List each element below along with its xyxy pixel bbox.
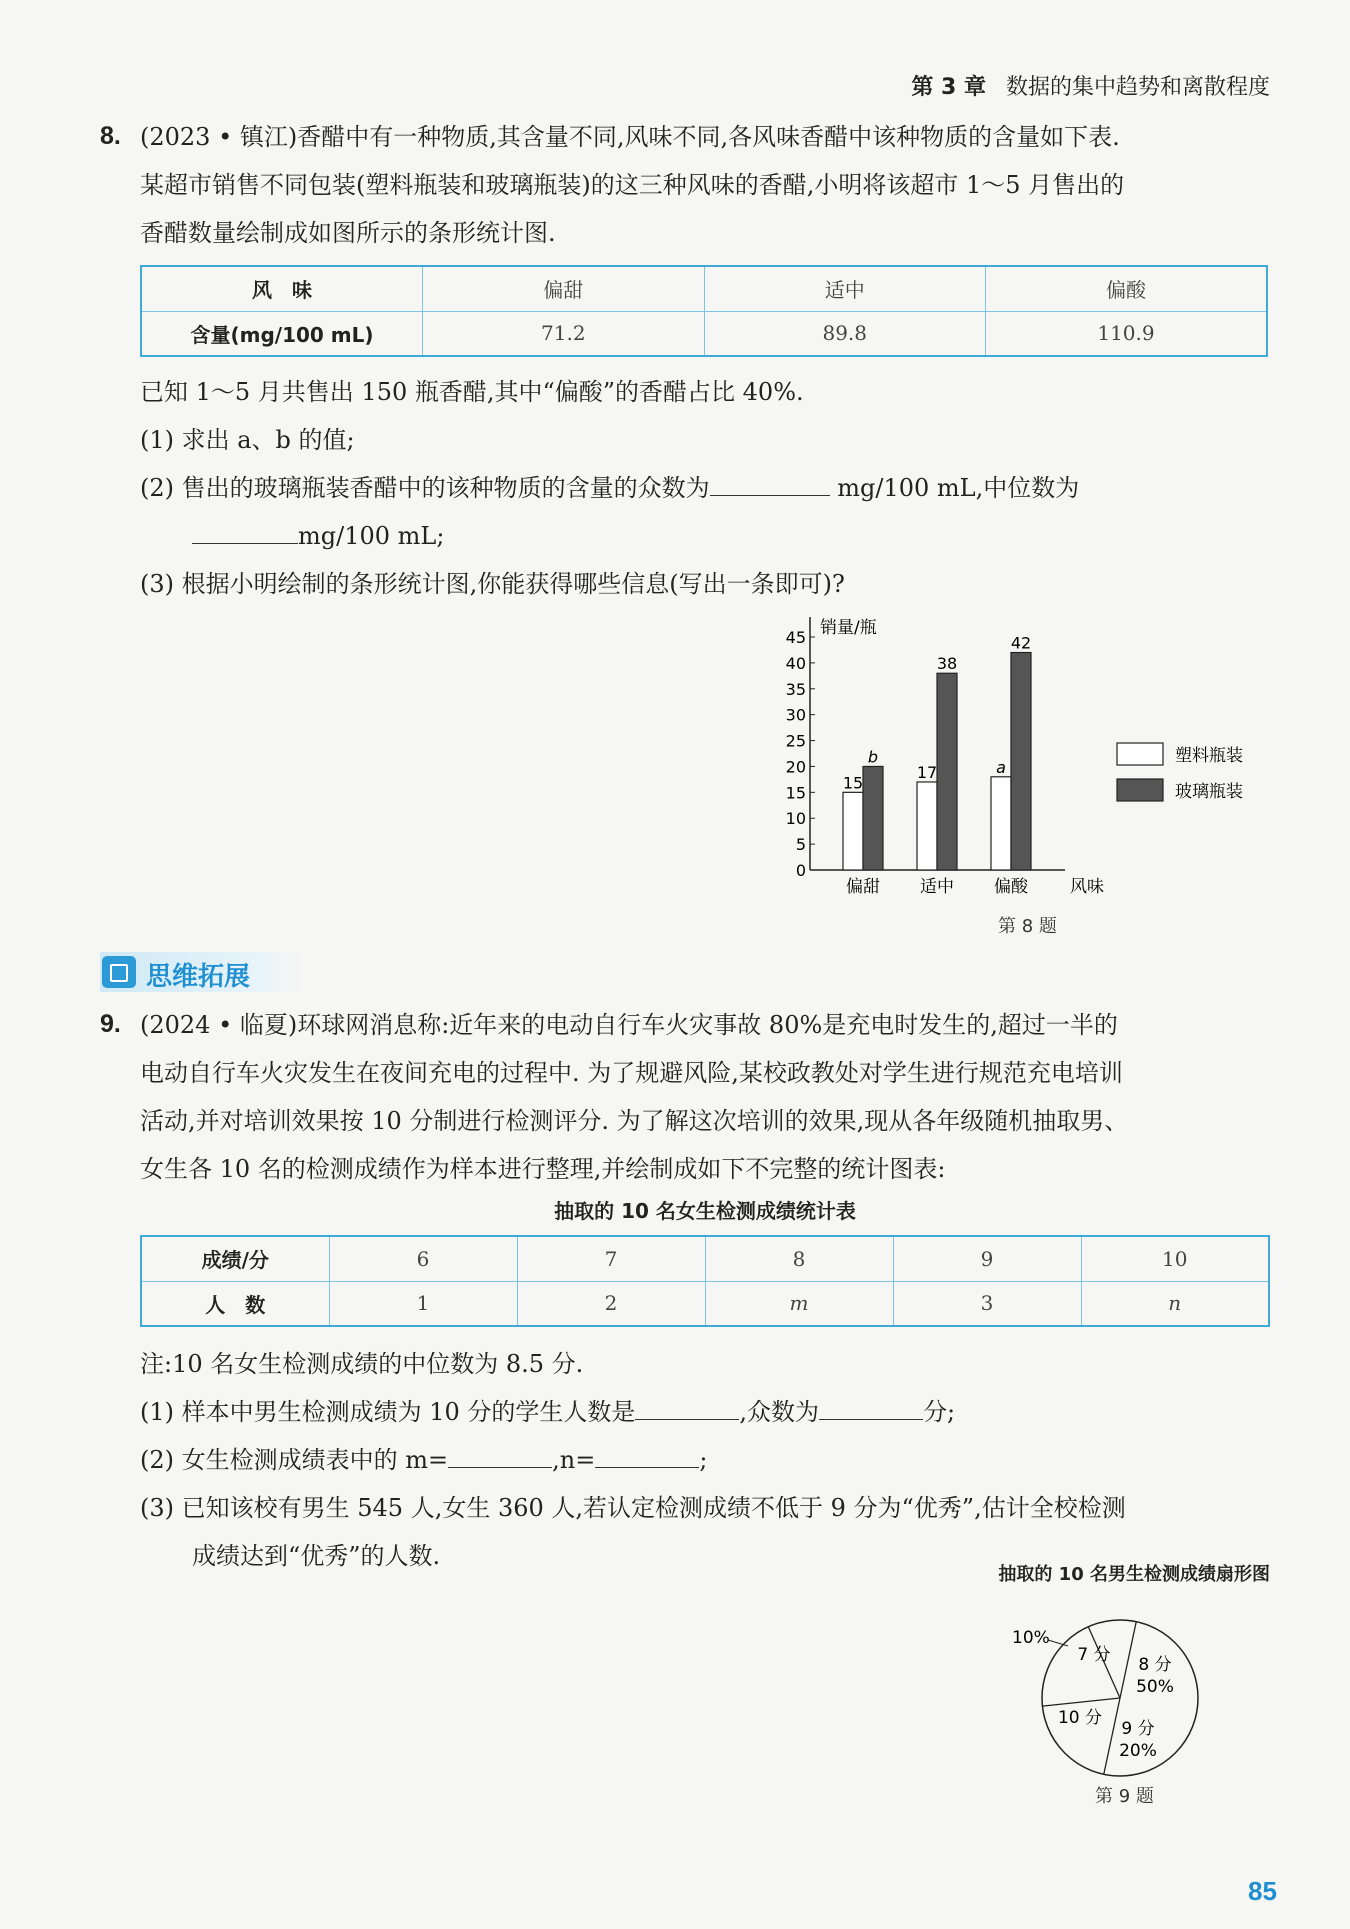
table-cell: 110.9 (985, 311, 1267, 356)
q9-sub1-text: ,众数为 (739, 1398, 820, 1426)
y-tick-label: 40 (785, 653, 806, 673)
table-cell: m (705, 1281, 893, 1326)
pie-slice-label: 8 分 (1138, 1655, 1172, 1675)
bar (1011, 653, 1031, 870)
q9-line-2: 电动自行车火灾发生在夜间充电的过程中. 为了规避风险,某校政教处对学生进行规范充电培训 (140, 1059, 1123, 1087)
y-axis-label: 销量/瓶 (820, 618, 877, 638)
y-tick-label: 25 (785, 731, 806, 751)
pie-slice-boundary (1120, 1622, 1136, 1698)
table-cell: 3 (893, 1281, 1081, 1326)
bar (843, 792, 863, 870)
answer-blank[interactable] (710, 470, 830, 496)
legend-label: 塑料瓶装 (1175, 746, 1243, 766)
q8-line-1: (2023 • 镇江)香醋中有一种物质,其含量不同,风味不同,各风味香醋中该种物质的含量如下表. (140, 123, 1120, 151)
q8-line-3: 香醋数量绘制成如图所示的条形统计图. (140, 219, 556, 247)
table-cell: 8 (705, 1236, 893, 1281)
x-tick-label: 适中 (920, 877, 954, 897)
q9-sub3b: 成绩达到“优秀”的人数. (192, 1542, 441, 1570)
y-tick-label: 20 (785, 757, 806, 777)
answer-blank[interactable] (635, 1394, 739, 1420)
question-8-parts (140, 368, 1280, 608)
chapter-title: 数据的集中趋势和离散程度 (1005, 75, 1270, 100)
q9-sub3a: (3) 已知该校有男生 545 人,女生 360 人,若认定检测成绩不低于 9 分为“优秀”,估计全校检测 (140, 1494, 1126, 1522)
q8-line-2: 某超市销售不同包装(塑料瓶装和玻璃瓶装)的这三种风味的香醋,小明将该超市 1～5 月售出的 (140, 171, 1125, 199)
answer-blank[interactable] (819, 1394, 923, 1420)
q9-sub2-text: ,n= (552, 1446, 596, 1474)
table-cell: 10 (1081, 1236, 1269, 1281)
question-8-stem (140, 113, 1280, 257)
table-cell: 7 (517, 1236, 705, 1281)
pie-chart-title: 抽取的 10 名男生检测成绩扇形图 (998, 1564, 1270, 1585)
table-cell: 偏甜 (423, 266, 704, 311)
pie-slice-percent: 10% (1012, 1628, 1050, 1648)
answer-blank[interactable] (595, 1442, 699, 1468)
page-number: 85 (1248, 1876, 1277, 1906)
pie-slice-boundary (1042, 1698, 1120, 1706)
q9-line-1: (2024 • 临夏)环球网消息称:近年来的电动自行车火灾事故 80%是充电时发生的,超过一半的 (140, 1011, 1118, 1039)
table-cell: 71.2 (423, 311, 704, 356)
answer-blank[interactable] (192, 518, 298, 544)
table-cell: 9 (893, 1236, 1081, 1281)
q8-sub2-text: (2) 售出的玻璃瓶装香醋中的该种物质的含量的众数为 (140, 474, 710, 502)
bar (991, 777, 1011, 870)
table-cell: 6 (329, 1236, 517, 1281)
chapter-header (911, 70, 1270, 101)
y-tick-label: 30 (785, 705, 806, 725)
legend-swatch (1117, 779, 1163, 801)
pie-slice-boundary (1104, 1698, 1120, 1774)
table-cell: 89.8 (704, 311, 985, 356)
table-caption: 抽取的 10 名女生检测成绩统计表 (554, 1199, 856, 1223)
data-label: 38 (936, 654, 958, 674)
q8-sub2-text: mg/100 mL,中位数为 (837, 474, 1080, 502)
x-axis-label: 风味 (1070, 877, 1104, 897)
legend-label: 玻璃瓶装 (1175, 782, 1243, 802)
table-cell: 含量(mg/100 mL) (141, 311, 423, 356)
figure-8-caption: 第 8 题 (998, 916, 1057, 937)
q9-sub2-text: ; (699, 1446, 708, 1474)
table-cell: 偏酸 (985, 266, 1267, 311)
q8-known: 已知 1～5 月共售出 150 瓶香醋,其中“偏酸”的香醋占比 40%. (140, 378, 804, 406)
q8-sub3: (3) 根据小明绘制的条形统计图,你能获得哪些信息(写出一条即可)? (140, 570, 845, 598)
q8-sub2 (140, 464, 1280, 512)
q8-sub1: (1) 求出 a、b 的值; (140, 426, 355, 454)
data-label: a (996, 757, 1006, 777)
q9-sub1 (140, 1388, 1280, 1436)
bar (937, 673, 957, 870)
y-tick-label: 0 (795, 861, 806, 880)
table-cell: 1 (329, 1281, 517, 1326)
q9-sub1-text: (1) 样本中男生检测成绩为 10 分的学生人数是 (140, 1398, 636, 1426)
table-cell: 适中 (704, 266, 985, 311)
y-tick-label: 35 (785, 679, 806, 699)
y-tick-label: 10 (785, 809, 806, 829)
table-cell: n (1081, 1281, 1269, 1326)
table-cell: 2 (517, 1281, 705, 1326)
thinking-icon (102, 956, 136, 988)
pie-slice-percent: 20% (1119, 1741, 1157, 1761)
q9-note: 注:10 名女生检测成绩的中位数为 8.5 分. (140, 1350, 584, 1378)
pie-slice-percent: 50% (1136, 1677, 1174, 1697)
data-label: 42 (1010, 633, 1032, 653)
answer-blank[interactable] (448, 1442, 552, 1468)
question-9-number: 9. (100, 1010, 121, 1038)
q9-line-3: 活动,并对培训效果按 10 分制进行检测评分. 为了解这次培训的效果,现从各年级随机抽取男、 (140, 1107, 1129, 1135)
data-label: b (867, 747, 879, 767)
table-cell: 人 数 (141, 1281, 329, 1326)
y-tick-label: 5 (795, 835, 806, 855)
q8-sub2-cont (140, 512, 1280, 560)
section-title: 思维拓展 (146, 962, 251, 992)
question-9-parts (140, 1340, 1280, 1580)
x-tick-label: 偏酸 (994, 877, 1028, 897)
q8-sub2-text: mg/100 mL; (298, 522, 445, 550)
figure-9-caption: 第 9 题 (1095, 1786, 1154, 1807)
legend-swatch (1117, 743, 1163, 765)
y-tick-label: 15 (785, 783, 806, 803)
section-header (100, 952, 300, 992)
question-9-stem (140, 1001, 1280, 1193)
bar (917, 782, 937, 870)
q9-sub1-text: 分; (923, 1398, 956, 1426)
chapter-number: 第 3 章 (911, 75, 986, 100)
bar (863, 766, 883, 870)
data-label: 15 (842, 773, 864, 793)
q9-line-4: 女生各 10 名的检测成绩作为样本进行整理,并绘制成如下不完整的统计图表: (140, 1155, 946, 1183)
pie-slice-label: 10 分 (1057, 1708, 1103, 1728)
x-tick-label: 偏甜 (846, 877, 880, 897)
pie-slice-label: 9 分 (1121, 1719, 1155, 1739)
bar-chart (765, 605, 1285, 905)
q9-sub2 (140, 1436, 1280, 1484)
table-cell: 成绩/分 (141, 1236, 329, 1281)
table-cell: 风 味 (141, 266, 423, 311)
y-tick-label: 45 (785, 628, 806, 647)
female-scores-table (140, 1235, 1270, 1327)
question-8-number: 8. (100, 122, 121, 150)
pie-slice-label: 7 分 (1077, 1645, 1111, 1665)
flavor-content-table (140, 265, 1268, 357)
q9-sub2-text: (2) 女生检测成绩表中的 m= (140, 1446, 449, 1474)
pie-chart (980, 1600, 1240, 1800)
data-label: 17 (916, 762, 938, 782)
